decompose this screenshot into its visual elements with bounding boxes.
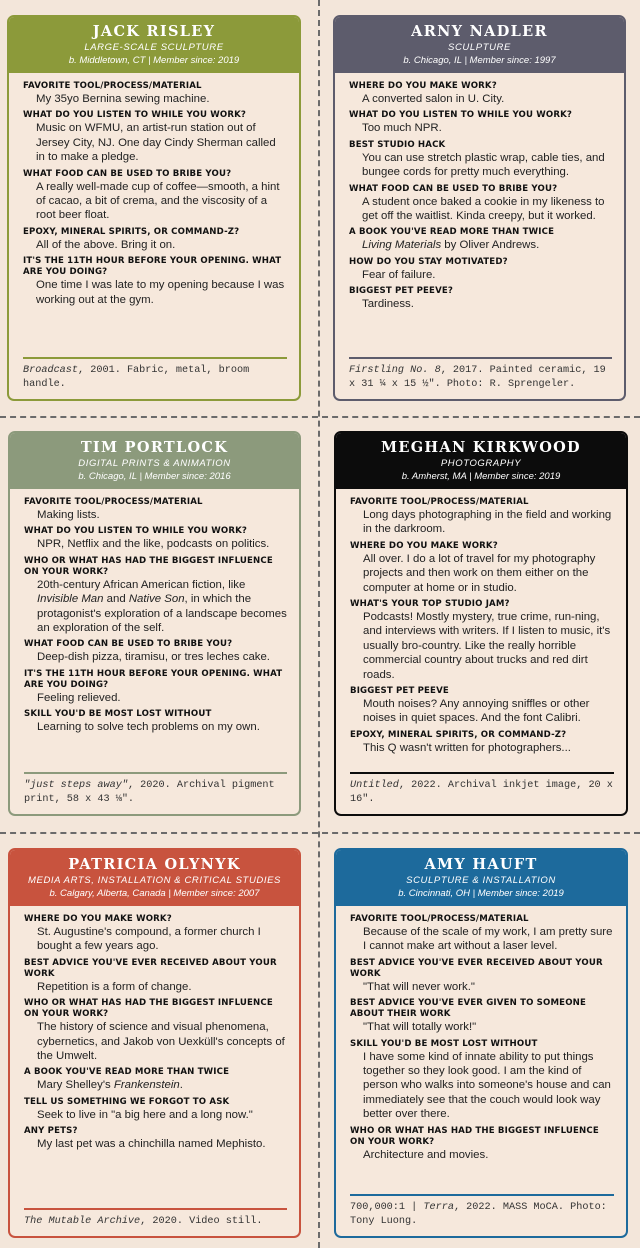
card-body [335,73,624,312]
artist-card-jack-risley [7,15,301,401]
answer-text: . [179,1079,183,1092]
question: ANY PETS? [24,1126,78,1137]
question: WHAT DO YOU LISTEN TO WHILE YOU WORK? [24,526,248,537]
answer: Fear of failure. [362,268,436,281]
qa-item [24,526,287,551]
question: IT'S THE 11TH HOUR BEFORE YOUR OPENING. WHAT ARE YOU DOING? [23,256,282,278]
question: WHAT FOOD CAN BE USED TO BRIBE YOU? [349,183,558,194]
question: WHERE DO YOU MAKE WORK? [350,540,498,551]
answer-text: by Oliver Andrews. [441,239,540,252]
question: BEST ADVICE YOU'VE EVER RECEIVED ABOUT YOUR WORK [350,957,603,979]
question: WHERE DO YOU MAKE WORK? [24,914,172,924]
answer: Seek to live in "a big here and a long now." [37,1108,253,1121]
qa-item [349,257,612,282]
book-title: Invisible Man [37,593,104,606]
question: HOW DO YOU STAY MOTIVATED? [349,256,508,267]
artist-info: b. Chicago, IL | Member since: 2016 [78,471,231,482]
answer: A really well-made cup of coffee—smooth, a hint of cacao, a bit of crema, and the viscosity of a root beer float. [36,180,280,222]
qa-item [350,914,614,954]
artist-name: MEGHAN KIRKWOOD [381,439,581,456]
artwork-caption [24,1208,287,1229]
artwork-caption [349,357,612,391]
answer-text: Mary Shelley's [37,1079,114,1092]
qa-item [24,1097,287,1122]
horizontal-cut-line [0,832,640,834]
artwork-details: , 2017. Painted ceramic, 19 x 31 ¼ x 15 ½". Photo: R. Sprengeler. [349,365,606,390]
artist-card-arny-nadler [333,15,626,401]
qa-item [349,227,612,252]
qa-item [350,599,614,682]
artist-info: b. Middletown, CT | Member since: 2019 [68,55,240,66]
qa-item [23,256,287,307]
answer-text: 20th-century African American fiction, like [37,578,246,591]
answer: Because of the scale of my work, I am pretty sure I cannot make art without a laser level. [363,926,613,953]
answer: Deep-dish pizza, tiramisu, or tres leches cake. [37,651,270,664]
artwork-title: "just steps away" [24,780,128,791]
qa-item [349,140,612,180]
answer: Mouth noises? Any annoying sniffles or other noises in quiet spaces. And the font Calibri. [363,698,590,725]
artist-name: AMY HAUFT [424,856,538,873]
qa-item [349,81,612,106]
question: FAVORITE TOOL/PROCESS/MATERIAL [350,914,529,924]
artist-info: b. Amherst, MA | Member since: 2019 [401,471,561,482]
question: WHERE DO YOU MAKE WORK? [349,81,497,91]
book-title: Native Son [128,593,185,606]
question: A BOOK YOU'VE READ MORE THAN TWICE [349,227,555,238]
card-body [336,906,626,1162]
artwork-ratio: 700,000:1 | [350,1202,424,1213]
answer: Podcasts! Mostly mystery, true crime, run-ning, and interviews with writers. If I listen to music, it's usually bro-country. Like the really horrible commercial country about trucks and red dirt roads. [363,611,611,681]
book-title: Living Materials [362,239,442,252]
artist-medium: LARGE-SCALE SCULPTURE [84,42,224,53]
artwork-caption [24,772,287,806]
qa-item [24,1126,287,1151]
answer: Feeling relieved. [37,691,121,704]
artwork-details: , 2022. MASS MoCA. Photo: Tony Luong. [350,1202,607,1227]
question: BIGGEST PET PEEVE [350,686,449,697]
artwork-caption [350,772,614,806]
artist-medium: SCULPTURE [448,42,511,53]
artwork-details: , 2020. Archival pigment print, 58 x 43 ⅛". [24,780,275,805]
artwork-caption [350,1194,614,1228]
question: EPOXY, MINERAL SPIRITS, OR COMMAND-Z? [350,729,567,740]
qa-item [349,286,612,311]
question: WHO OR WHAT HAS HAD THE BIGGEST INFLUENCE ON YOUR WORK? [350,1125,599,1147]
qa-item [349,110,612,135]
artwork-caption [23,357,287,391]
qa-item [350,497,614,537]
question: FAVORITE TOOL/PROCESS/MATERIAL [350,497,529,507]
answer: Repetition is a form of change. [37,980,192,993]
question: SKILL YOU'D BE MOST LOST WITHOUT [350,1038,538,1049]
artist-medium: DIGITAL PRINTS & ANIMATION [78,458,231,469]
answer: The history of science and visual phenomena, cybernetics, and Jakob von Uexküll's concepts of the Umwelt. [37,1021,285,1063]
qa-item [24,709,287,734]
qa-item [350,1126,614,1162]
answer: One time I was late to my opening because I was working out at the gym. [36,279,285,306]
artist-medium: PHOTOGRAPHY [440,458,522,469]
qa-item [349,184,612,224]
answer: This Q wasn't written for photographers... [363,741,571,754]
answer-text: and [103,593,129,606]
answer [24,578,287,636]
question: TELL US SOMETHING WE FORGOT TO ASK [24,1096,230,1107]
artist-info: b. Chicago, IL | Member since: 1997 [403,55,556,66]
artist-name: PATRICIA OLYNYK [68,856,241,873]
qa-item [24,556,287,636]
card-body [336,489,626,755]
artwork-details: , 2001. Fabric, metal, broom handle. [23,365,250,390]
answer: Too much NPR. [362,122,442,135]
question: BEST ADVICE YOU'VE EVER RECEIVED ABOUT YOUR WORK [24,957,277,979]
answer: All over. I do a lot of travel for my photography projects and then work on them either on the computer at home or in studio. [363,552,596,594]
question: A BOOK YOU'VE READ MORE THAN TWICE [24,1067,230,1078]
artist-card-tim-portlock [8,431,301,816]
answer [349,238,612,252]
question: SKILL YOU'D BE MOST LOST WITHOUT [24,709,212,720]
question: WHAT'S YOUR TOP STUDIO JAM? [350,599,510,610]
horizontal-cut-line [0,416,640,418]
answer: My 35yo Bernina sewing machine. [36,93,210,105]
artwork-details: , 2020. Video still. [140,1215,263,1227]
book-title: Frankenstein [113,1079,180,1092]
question: IT'S THE 11TH HOUR BEFORE YOUR OPENING. WHAT ARE YOU DOING? [24,668,283,690]
answer-text: , in which the protagonist's exploration of a landscape becomes an exploration of the self. [37,593,287,635]
qa-item [24,998,287,1063]
question: WHAT DO YOU LISTEN TO WHILE YOU WORK? [23,110,247,121]
card-header [10,433,299,489]
qa-item [24,669,287,705]
qa-item [350,998,614,1034]
answer: Learning to solve tech problems on my own. [37,721,260,734]
answer: NPR, Netflix and the like, podcasts on politics. [37,538,270,551]
artist-medium: MEDIA ARTS, INSTALLATION & CRITICAL STUDIES [28,875,281,886]
question: EPOXY, MINERAL SPIRITS, OR COMMAND-Z? [23,226,240,237]
qa-item [350,958,614,994]
qa-item [23,169,287,223]
qa-item [23,81,287,106]
answer [24,1078,287,1092]
question: WHAT DO YOU LISTEN TO WHILE YOU WORK? [349,110,573,121]
question: BEST STUDIO HACK [349,139,446,150]
question: BEST ADVICE YOU'VE EVER GIVEN TO SOMEONE ABOUT THEIR WORK [350,998,587,1020]
answer: You can use stretch plastic wrap, cable ties, and bungee cords for pretty much everything. [362,151,605,179]
question: WHAT FOOD CAN BE USED TO BRIBE YOU? [23,168,232,179]
vertical-cut-line [318,0,320,1248]
artist-name: JACK RISLEY [92,23,216,40]
card-header [9,17,299,73]
question: FAVORITE TOOL/PROCESS/MATERIAL [23,81,202,91]
qa-item [24,1067,287,1092]
artist-name: ARNY NADLER [411,23,548,40]
artist-card-meghan-kirkwood [334,431,628,816]
artwork-title: Firstling No. 8 [349,365,441,376]
answer: My last pet was a chinchilla named Mephisto. [37,1138,266,1151]
question: WHO OR WHAT HAS HAD THE BIGGEST INFLUENCE ON YOUR WORK? [24,555,273,577]
card-body [10,906,299,1152]
question: BIGGEST PET PEEVE? [349,286,454,297]
question: FAVORITE TOOL/PROCESS/MATERIAL [24,497,203,507]
answer: All of the above. Bring it on. [36,238,176,251]
artist-medium: SCULPTURE & INSTALLATION [406,875,556,886]
card-header [336,850,626,906]
qa-item [24,497,287,522]
card-header [336,433,626,489]
qa-item [350,541,614,595]
answer: Architecture and movies. [363,1148,489,1161]
artwork-details: , 2022. Archival inkjet image, 20 x 16". [350,780,613,805]
answer: Music on WFMU, an artist-run station out of Jersey City, NJ. One day Cindy Sherman called in to make a pledge. [36,122,276,164]
question: WHO OR WHAT HAS HAD THE BIGGEST INFLUENCE ON YOUR WORK? [24,998,273,1020]
artist-card-patricia-olynyk [8,848,301,1238]
artist-info: b. Calgary, Alberta, Canada | Member since: 2007 [49,888,260,899]
answer: Tardiness. [362,298,414,311]
artist-name: TIM PORTLOCK [80,439,229,456]
answer: St. Augustine's compound, a former church I bought a few years ago. [37,926,261,953]
artwork-title: Terra [423,1202,454,1213]
artist-info: b. Cincinnati, OH | Member since: 2019 [398,888,564,899]
question: WHAT FOOD CAN BE USED TO BRIBE YOU? [24,639,233,650]
qa-item [350,730,614,755]
artwork-title: The Mutable Archive [24,1215,141,1227]
answer: Making lists. [37,509,100,521]
answer: A converted salon in U. City. [362,93,505,105]
answer: I have some kind of innate ability to put things together so they look good. I am the kind of person who walks into someone's house and can immediately see that the couch would look way better over there. [363,1050,611,1121]
answer: Long days photographing in the field and working in the darkroom. [363,509,612,536]
artist-card-amy-hauft [334,848,628,1238]
artwork-title: Broadcast [23,365,79,376]
answer: "That will totally work!" [363,1021,477,1034]
qa-item [24,639,287,664]
qa-item [23,110,287,164]
answer: "That will never work." [363,980,475,993]
card-body [9,73,299,307]
card-body [10,489,299,735]
qa-item [350,1039,614,1122]
artwork-title: Untitled [350,780,399,791]
qa-item [350,686,614,726]
qa-item [24,958,287,994]
card-header [10,850,299,906]
card-header [335,17,624,73]
answer: A student once baked a cookie in my likeness to get off the waitlist. Kinda creepy, but it worked. [362,195,605,223]
qa-item [23,227,287,252]
qa-item [24,914,287,954]
